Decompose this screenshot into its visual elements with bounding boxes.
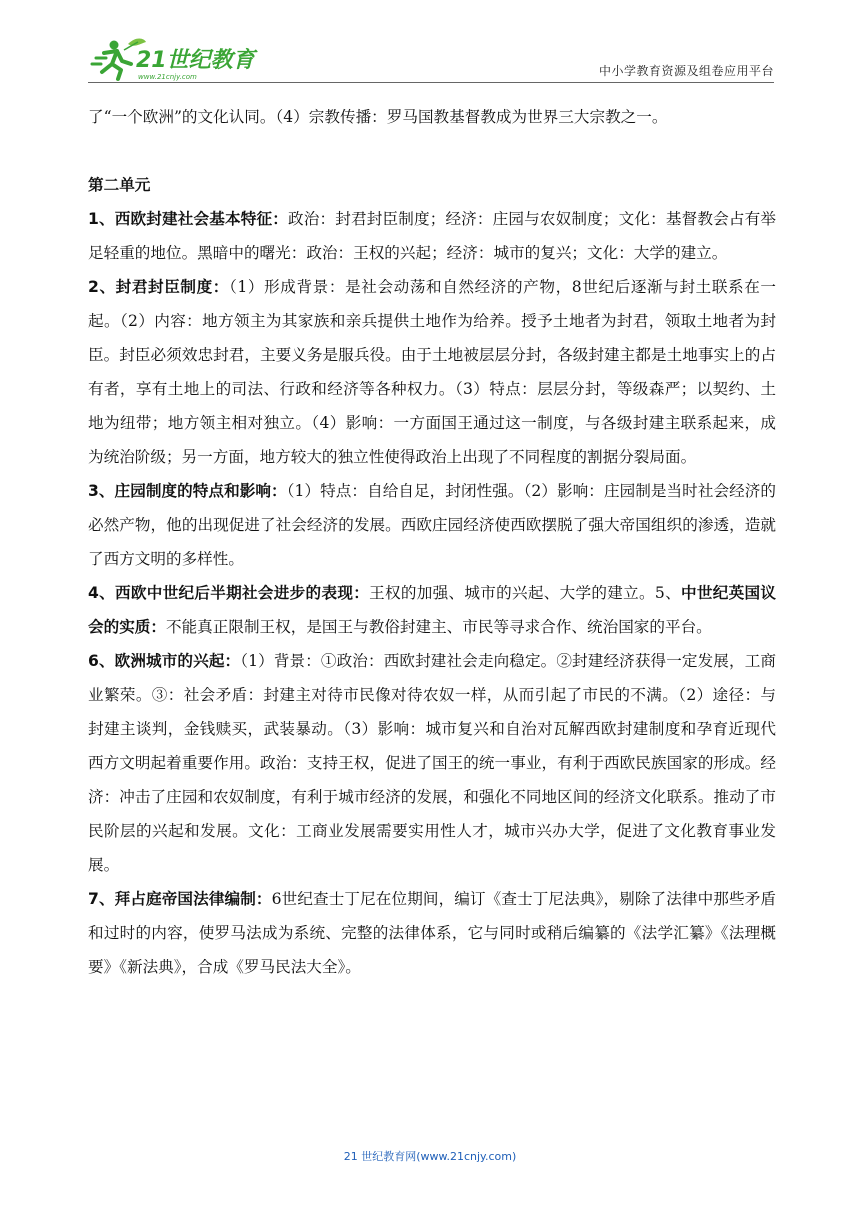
runner-icon [88,36,258,82]
paragraph-heading: 3、庄园制度的特点和影响： [88,482,287,500]
paragraph-heading: 6、欧洲城市的兴起： [88,652,241,670]
paragraph-continuation: 了“一个欧洲”的文化认同。（4）宗教传播：罗马国教基督教成为世界三大宗教之一。 [88,108,668,126]
paragraph-1: 1、西欧封建社会基本特征：政治：封君封臣制度；经济：庄园与农奴制度；文化：基督教会占有举足轻重的地位。黑暗中的曙光：政治：王权的兴起；经济：城市的复兴；文化：大学的建立。 [88,210,776,262]
paragraph-heading: 7、拜占庭帝国法律编制： [88,890,272,908]
platform-tagline: 中小学教育资源及组卷应用平台 [598,64,774,78]
document-body [88,100,776,984]
svg-text:www.21cnjy.com: www.21cnjy.com [138,73,197,81]
page-header [88,36,774,86]
page-footer[interactable]: 21 世纪教育网(www.21cnjy.com) [343,1150,517,1163]
paragraph-7: 7、拜占庭帝国法律编制：6世纪查士丁尼在位期间，编订《查士丁尼法典》，剔除了法律中那些矛盾和过时的内容，使罗马法成为系统、完整的法律体系，它与同时或稍后编纂的《法学汇纂》《法理概要》《新法典》，合成《罗马民法大全》。 [88,890,776,976]
svg-text:21世纪教育: 21世纪教育 [136,48,255,73]
paragraph-6: 6、欧洲城市的兴起：（1）背景：①政治：西欧封建社会走向稳定。②封建经济获得一定发展，工商业繁荣。③：社会矛盾：封建主对待市民像对待农奴一样，从而引起了市民的不满。（2）途径：与封建主谈判，金钱赎买，武装暴动。（3）影响：城市复兴和自治对瓦解西欧封建制度和孕育近现代西方文明起着重要作用。政治：支持王权，促进了国王的统一事业，有利于西欧民族国家的形成。经济：冲击了庄园和农奴制度，有利于城市经济的发展，和强化不同地区间的经济文化联系。推动了市民阶层的兴起和发展。文化：工商业发展需要实用性人才，城市兴办大学，促进了文化教育事业发展。 [88,652,776,874]
paragraph-heading: 1、西欧封建社会基本特征： [88,210,288,228]
paragraph-heading: 2、封君封臣制度： [88,278,229,296]
brand-logo[interactable] [88,36,258,82]
paragraph-heading: 中世纪英国议会的实质： [88,584,777,636]
paragraph-3: 3、庄园制度的特点和影响：（1）特点：自给自足，封闭性强。（2）影响：庄园制是当时社会经济的必然产物，他的出现促进了社会经济的发展。西欧庄园经济使西欧摆脱了强大帝国组织的渗透，造就了西方文明的多样性。 [88,482,776,568]
unit-title: 第二单元 [88,176,151,194]
header-divider [88,82,774,83]
paragraph-heading: 4、西欧中世纪后半期社会进步的表现： [88,584,370,602]
paragraph-2: 2、封君封臣制度：（1）形成背景：是社会动荡和自然经济的产物，8世纪后逐渐与封土联系在一起。（2）内容：地方领主为其家族和亲兵提供土地作为给养。授予土地者为封君，领取土地者为封臣。封臣必须效忠封君，主要义务是服兵役。由于土地被层层分封，各级封建主都是土地事实上的占有者，享有土地上的司法、行政和经济等各种权力。（3）特点：层层分封，等级森严；以契约、土地为纽带；地方领主相对独立。（4）影响：一方面国王通过这一制度，与各级封建主联系起来，成为统治阶级；另一方面，地方较大的独立性使得政治上出现了不同程度的割据分裂局面。 [88,278,776,466]
paragraph-4-5: 4、西欧中世纪后半期社会进步的表现：王权的加强、城市的兴起、大学的建立。5、中世纪英国议会的实质：不能真正限制王权，是国王与教俗封建主、市民等寻求合作、统治国家的平台。 [88,584,777,636]
